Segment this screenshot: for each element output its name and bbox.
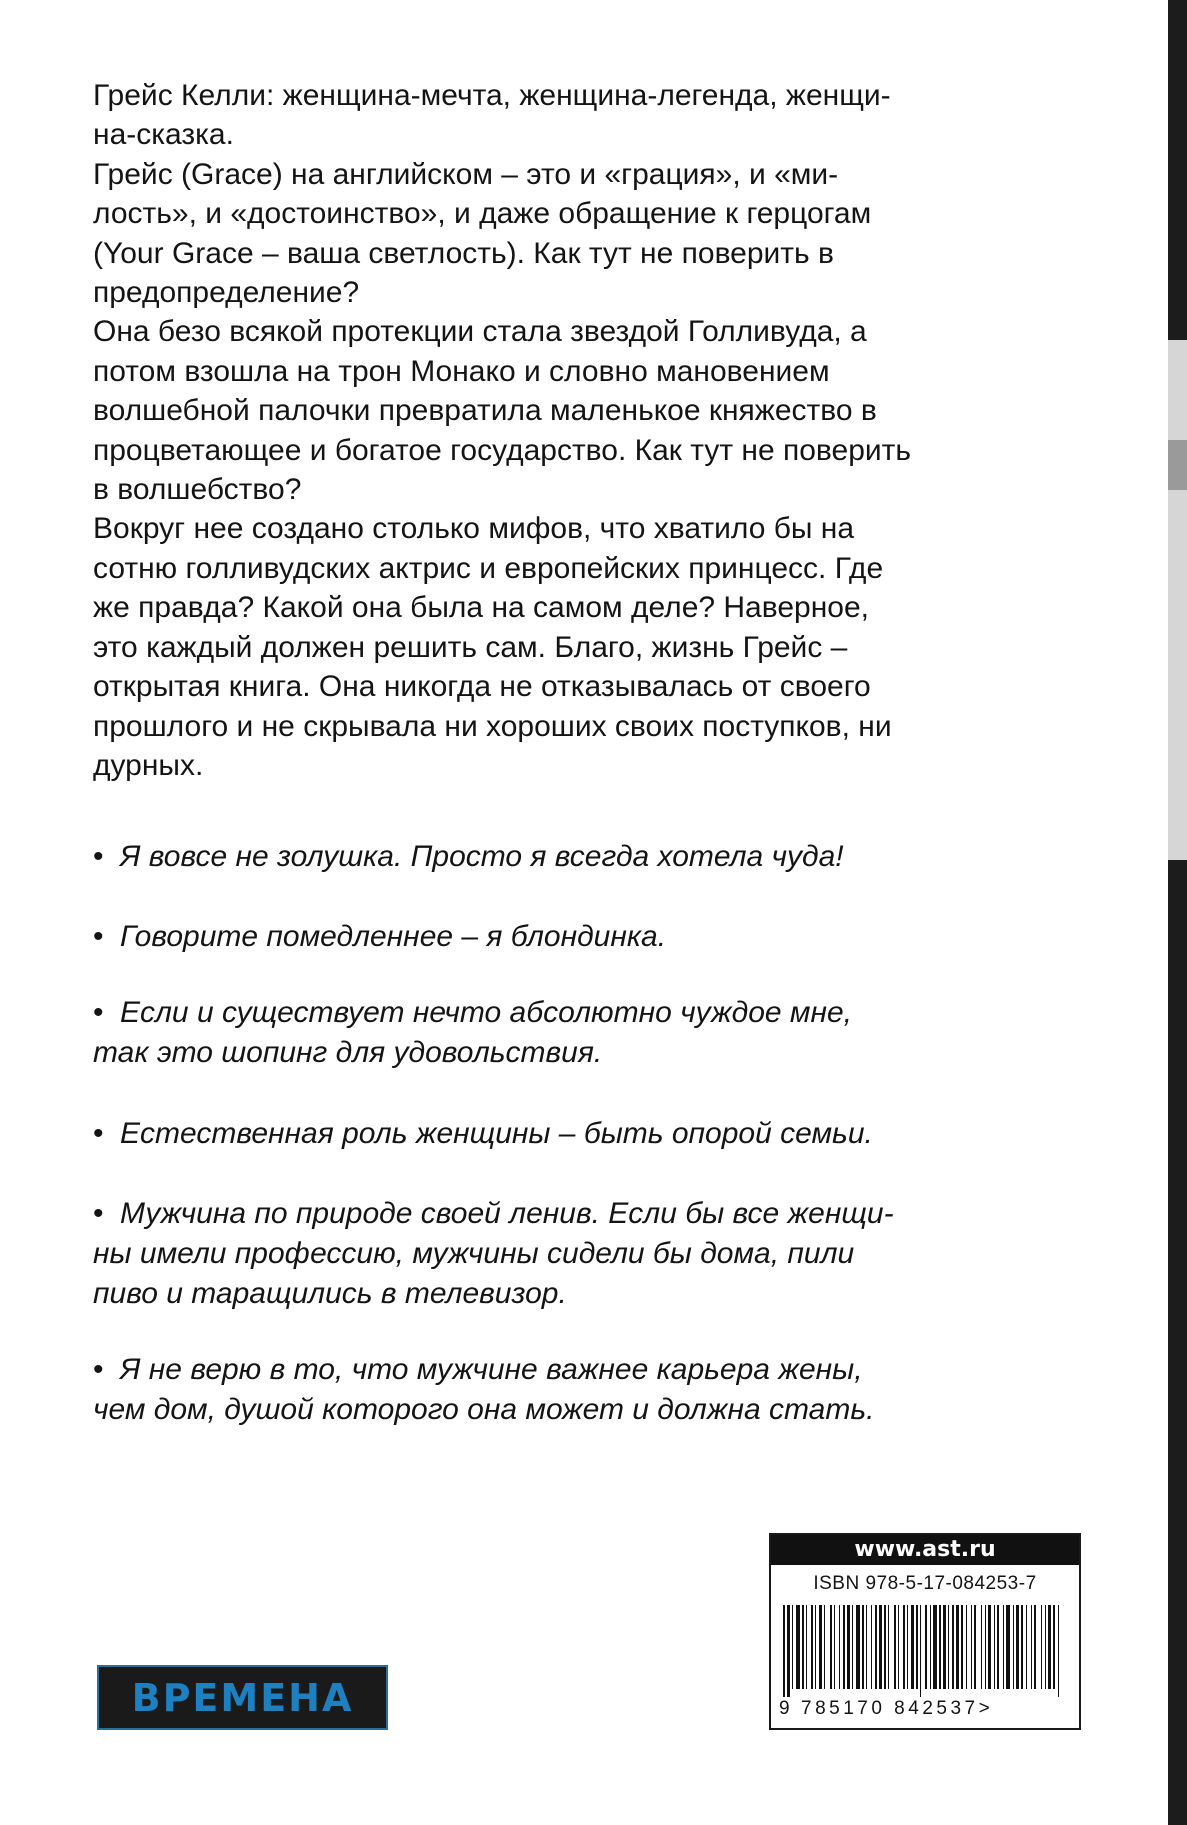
barcode-first-digit: 9	[779, 1698, 790, 1719]
bullet-icon: •	[93, 1117, 104, 1150]
quote-line	[93, 1033, 1053, 1073]
intro-line: сотню голливудских актрис и европейских принцесс. Где	[93, 551, 884, 585]
barcode-bar	[952, 1605, 954, 1689]
barcode-bar	[1041, 1605, 1042, 1689]
barcode-bar	[875, 1605, 877, 1689]
barcode-digits	[801, 1698, 993, 1720]
intro-line: Грейс (Grace) на английском – это и «грация», и «ми-	[93, 157, 839, 191]
quote-line	[93, 993, 1053, 1033]
quote-text: Говорите помедленнее – я блондинка.	[120, 920, 667, 953]
intro-line: лость», и «достоинство», и даже обращение к герцогам	[93, 197, 872, 231]
intro-line: Вокруг нее создано столько мифов, что хватило бы на	[93, 512, 855, 546]
publisher-logo	[97, 1665, 388, 1730]
barcode-bar	[1034, 1605, 1036, 1689]
barcode-bar	[888, 1605, 889, 1689]
bullet-icon: •	[93, 1197, 104, 1230]
quote-item	[93, 1350, 1053, 1430]
intro-line: в волшебство?	[93, 473, 302, 507]
bullet-icon: •	[93, 1353, 104, 1386]
barcode-bar	[852, 1605, 853, 1689]
page-edge-highlight	[1168, 340, 1187, 860]
isbn-label: ISBN 978-5-17-084253-7	[813, 1573, 1037, 1594]
quote-item	[93, 993, 1053, 1073]
barcode-bar	[966, 1605, 967, 1689]
barcode-bar	[933, 1605, 937, 1689]
quote-line	[93, 1390, 1053, 1430]
barcode-bar	[862, 1605, 864, 1689]
barcode-bar	[802, 1605, 804, 1689]
quote-line	[93, 1114, 1053, 1154]
barcode-bar	[988, 1605, 991, 1689]
barcode-bar	[1016, 1605, 1019, 1689]
barcode-bar	[815, 1605, 816, 1689]
barcode-bar	[956, 1605, 959, 1689]
quote-text: чем дом, душой которого она может и должна стать.	[93, 1393, 875, 1426]
bullet-icon: •	[93, 920, 104, 953]
barcode-bar	[884, 1605, 886, 1689]
barcode-bar	[1026, 1605, 1027, 1689]
barcode-bar	[806, 1605, 807, 1689]
barcode-bar	[1003, 1605, 1004, 1689]
barcode-bar	[898, 1605, 899, 1689]
quote-text: пиво и таращились в телевизор.	[93, 1277, 567, 1310]
quote-text: Я не верю в то, что мужчине важнее карьера жены,	[120, 1353, 863, 1386]
quote-line	[93, 1274, 1053, 1314]
page-edge-strip	[1168, 0, 1187, 1825]
publisher-url: www.ast.ru	[771, 1535, 1079, 1565]
barcode-bar	[783, 1605, 785, 1697]
barcode-bar	[1045, 1605, 1046, 1689]
barcode-bar	[961, 1605, 963, 1689]
barcode-bars	[779, 1605, 1071, 1699]
barcode-bar	[1021, 1605, 1023, 1689]
quote-line	[93, 837, 1053, 877]
barcode-bar	[1058, 1605, 1059, 1697]
page-edge-shadow	[1168, 440, 1187, 490]
barcode-bar	[925, 1605, 927, 1689]
publisher-logo-text: ВРЕМЕНА	[131, 1675, 354, 1720]
barcode-bar	[787, 1605, 790, 1697]
barcode-bar	[856, 1605, 860, 1689]
barcode-bar	[930, 1605, 931, 1689]
barcode-bar	[997, 1605, 999, 1689]
quote-line	[93, 1234, 1053, 1274]
intro-line: потом взошла на трон Монако и словно мановением	[93, 354, 830, 388]
barcode-bar	[879, 1605, 882, 1689]
barcode-bar	[1013, 1605, 1014, 1689]
barcode-bar	[834, 1605, 835, 1689]
bullet-icon: •	[93, 840, 104, 873]
barcode-bar	[911, 1605, 914, 1689]
barcode-bar	[1031, 1605, 1032, 1689]
barcode-bar	[943, 1605, 946, 1689]
barcode-bar	[894, 1605, 896, 1689]
barcode-bar	[981, 1605, 982, 1689]
intro-line: дурных.	[93, 748, 204, 782]
quote-text: Если и существует нечто абсолютно чуждое мне,	[120, 996, 853, 1029]
barcode-bar	[866, 1605, 867, 1689]
intro-line: (Your Grace – ваша светлость). Как тут не поверить в	[93, 236, 834, 270]
barcode-bar	[847, 1605, 850, 1689]
barcode-arrow: >	[978, 1698, 994, 1719]
quote-text: ны имели профессию, мужчины сидели бы дома, пили	[93, 1237, 855, 1270]
intro-line: прошлого и не скрывала ни хороших своих поступков, ни	[93, 709, 892, 743]
barcode-bar	[1006, 1605, 1010, 1689]
barcode-bar	[939, 1605, 941, 1689]
barcode-bar	[1053, 1605, 1055, 1689]
intro-line: волшебной палочки превратила маленькое княжество в	[93, 394, 877, 428]
barcode-box	[769, 1533, 1081, 1730]
barcode-bar	[907, 1605, 908, 1689]
barcode-bar	[819, 1605, 822, 1689]
quote-line	[93, 1194, 1053, 1234]
intro-line: это каждый должен решить сам. Благо, жизнь Грейс –	[93, 630, 848, 664]
barcode-bar	[1048, 1605, 1051, 1689]
barcode-bar	[903, 1605, 905, 1689]
quote-text: так это шопинг для удовольствия.	[93, 1036, 603, 1069]
barcode-digits-text: 785170 842537	[801, 1698, 979, 1719]
intro-line: открытая книга. Она никогда не отказывалась от своего	[93, 670, 871, 704]
quote-text: Мужчина по природе своей ленив. Если бы все женщи-	[120, 1197, 894, 1230]
intro-line: процветающее и богатое государство. Как тут не поверить	[93, 433, 912, 467]
barcode-bar	[811, 1605, 813, 1689]
quote-text: Я вовсе не золушка. Просто я всегда хотела чуда!	[120, 840, 844, 873]
quote-line	[93, 1350, 1053, 1390]
intro-line: Грейс Келли: женщина-мечта, женщина-легенда, женщи-	[93, 79, 891, 112]
quote-item	[93, 917, 1053, 957]
barcode-bar	[830, 1605, 832, 1689]
barcode-bar	[916, 1605, 918, 1689]
quote-line	[93, 917, 1053, 957]
barcode-bar	[824, 1605, 825, 1689]
barcode-bar	[796, 1605, 800, 1689]
intro-line: предопределение?	[93, 276, 360, 310]
barcode-bar	[871, 1605, 872, 1689]
intro-line: же правда? Какой она была на самом деле? Наверное,	[93, 591, 869, 625]
bullet-icon: •	[93, 996, 104, 1029]
quote-item	[93, 837, 1053, 877]
barcode-bar	[985, 1605, 986, 1689]
intro-line: Она безо всякой протекции стала звездой Голливуда, а	[93, 315, 867, 349]
barcode-bar	[843, 1605, 845, 1689]
intro-text	[93, 76, 1043, 785]
barcode-bar	[994, 1605, 995, 1689]
intro-line: на-сказка.	[93, 118, 234, 152]
quote-item	[93, 1194, 1053, 1314]
quote-text: Естественная роль женщины – быть опорой семьи.	[120, 1117, 873, 1150]
barcode-bar	[971, 1605, 972, 1689]
barcode-bar	[792, 1605, 793, 1689]
barcode-bar	[948, 1605, 949, 1689]
barcode-bar	[920, 1605, 921, 1697]
barcode-bar	[839, 1605, 840, 1689]
quote-item	[93, 1114, 1053, 1154]
barcode-bar	[974, 1605, 976, 1689]
